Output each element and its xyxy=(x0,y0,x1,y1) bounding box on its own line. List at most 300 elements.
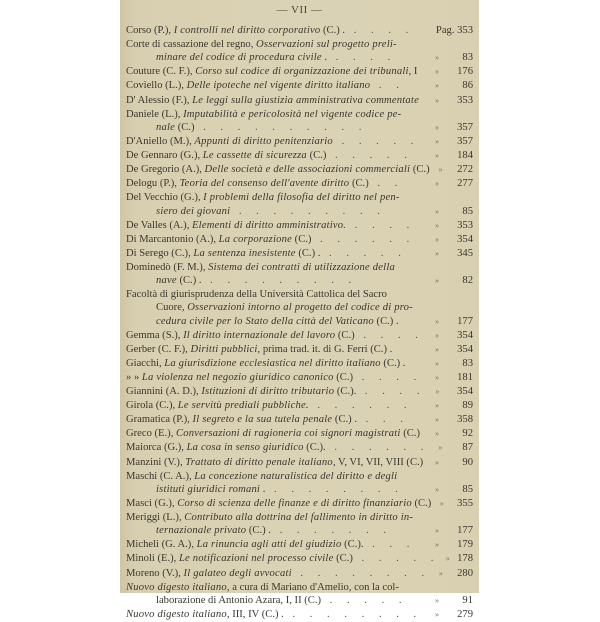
entry-author: Maschi (C. A.), xyxy=(126,470,195,482)
entry-title: nale xyxy=(156,121,176,133)
book-page xyxy=(120,0,479,620)
entry-suffix: (C.) xyxy=(306,150,327,162)
page-number: 353 xyxy=(457,219,473,231)
entry-title: Il segreto e la sua tutela penale xyxy=(192,414,333,426)
page-number: 345 xyxy=(457,247,473,259)
entry-author: Di Marcantonio (A.), xyxy=(126,233,219,245)
entry-suffix: (C.). xyxy=(334,386,357,398)
page-number: 357 xyxy=(457,121,473,133)
entry-text xyxy=(126,94,425,107)
ditto-mark: » xyxy=(435,122,439,132)
entry-line xyxy=(126,301,425,314)
entry-suffix: (C.) . xyxy=(176,275,202,287)
entry-line xyxy=(126,456,425,469)
entry-line xyxy=(126,399,425,412)
entry-title: I problemi della filosofia del diritto nel pen- xyxy=(203,192,400,204)
index-entry xyxy=(126,343,473,356)
index-entry xyxy=(126,399,473,412)
page-number: 272 xyxy=(457,164,473,176)
entry-title: Imputabilità e pericolosità nel vigente codice pe- xyxy=(183,108,402,120)
entry-text xyxy=(126,371,425,384)
entry-suffix: (C.) . xyxy=(320,25,346,36)
entry-text xyxy=(126,135,425,148)
leader-dots: . . . . xyxy=(353,372,423,383)
leader-dots: . . . xyxy=(363,539,416,551)
index-entry xyxy=(126,261,473,287)
entry-author: Corso (P.), xyxy=(126,25,174,36)
entry-title: La violenza nel negozio giuridico canonico xyxy=(141,372,334,383)
entry-title: Nuovo digesto italiano xyxy=(126,608,227,620)
leader-dots: . . . . . . xyxy=(311,233,416,245)
entry-line xyxy=(126,594,425,607)
entry-text xyxy=(126,247,425,260)
entry-title: I controlli nel diritto corporativo xyxy=(173,25,321,36)
entry-suffix: (C.) xyxy=(400,428,420,440)
ditto-mark: » xyxy=(445,554,450,564)
entry-suffix: , III, IV (C.) . xyxy=(226,608,284,620)
entry-line xyxy=(126,261,425,274)
leader-dots: . . xyxy=(370,80,405,92)
index-entry xyxy=(126,149,473,162)
entry-title: Le leggi sulla giustizia amministrativa commentate xyxy=(192,94,419,106)
leader-dots: . . . . . xyxy=(332,135,420,147)
ditto-mark: » xyxy=(435,609,439,619)
ditto-mark: » xyxy=(435,595,439,605)
leader-dots: . . . . xyxy=(356,386,426,398)
index-entry xyxy=(126,608,473,621)
entry-author: Meriggi (L.), xyxy=(126,512,185,524)
entry-suffix: (C.) . xyxy=(295,247,321,259)
entry-line xyxy=(126,413,425,426)
entry-line xyxy=(126,219,425,232)
ditto-mark: » xyxy=(439,498,444,508)
ditto-mark: » xyxy=(435,373,439,382)
page-number: 277 xyxy=(457,178,473,190)
ditto-mark: » xyxy=(435,95,439,105)
index-entry xyxy=(126,329,473,342)
entry-text xyxy=(126,441,429,454)
page-number: 358 xyxy=(457,414,473,426)
entry-title: Le notificazioni nel processo civile xyxy=(178,553,334,565)
entry-suffix: (C.). xyxy=(341,539,364,551)
entry-suffix: (C.) xyxy=(333,553,353,565)
leader-dots: . . . . xyxy=(345,25,415,36)
ditto-mark: » xyxy=(435,330,439,340)
entry-text xyxy=(126,233,425,246)
ditto-mark: » xyxy=(435,248,439,258)
entry-title: Trattato di diritto penale italiano xyxy=(185,456,333,468)
ditto-mark: » xyxy=(435,151,439,161)
entry-author: Gerber (C. F.), xyxy=(126,343,191,355)
index-entry xyxy=(126,371,473,384)
entry-author: Couture (C. F.), xyxy=(126,66,196,78)
entry-text xyxy=(126,79,425,92)
entry-title: La sentenza inesistente xyxy=(193,247,296,259)
index-entry xyxy=(126,581,473,607)
entry-suffix: (C.) xyxy=(175,121,195,133)
entry-author: De Gregorio (A.), xyxy=(126,164,205,176)
entry-author: Minoli (E.), xyxy=(126,553,179,565)
page-number: 176 xyxy=(457,66,473,78)
entry-author: Delogu (P.), xyxy=(126,178,180,190)
page-number: 89 xyxy=(462,400,473,412)
entry-author: Girola (C.), xyxy=(126,400,178,412)
index-entry xyxy=(126,288,473,328)
entry-suffix: (C.) . xyxy=(246,525,271,537)
index-entry xyxy=(126,247,473,260)
entry-line xyxy=(126,581,425,594)
entry-author: Moreno (V.), xyxy=(126,567,184,579)
entry-line xyxy=(126,65,425,78)
leader-dots: . . . . . xyxy=(352,553,440,565)
ditto-mark: » xyxy=(435,206,439,216)
entry-author: laborazione di Antonio Azara, I, II (C.) xyxy=(156,594,322,606)
entry-text xyxy=(126,219,425,232)
ditto-mark: » xyxy=(435,276,439,286)
entry-title: Istituzioni di diritto tributario xyxy=(201,386,335,398)
page-number: 177 xyxy=(457,525,473,537)
ditto-mark: » xyxy=(435,401,439,411)
entry-suffix: (C.) . xyxy=(332,414,357,426)
entry-line xyxy=(126,191,425,204)
ditto-mark: » xyxy=(435,540,439,550)
ditto-mark: » xyxy=(435,234,439,244)
page-number: 179 xyxy=(457,539,473,551)
entry-author: De Valles (A.), xyxy=(126,219,192,231)
entry-title: siero dei giovani xyxy=(156,205,231,217)
entry-author: D' Alessio (F.), xyxy=(126,94,193,106)
entry-text xyxy=(126,261,425,287)
entry-line xyxy=(126,329,425,342)
entry-title: ternazionale privato xyxy=(156,525,247,537)
page-number: 85 xyxy=(462,483,473,495)
entry-text xyxy=(126,427,425,440)
index-entry xyxy=(126,135,473,148)
entry-author: Daniele (L.), xyxy=(126,108,184,120)
ditto-mark: » xyxy=(435,358,439,368)
ditto-mark: » xyxy=(438,443,443,453)
entry-author: Gramatica (P.), xyxy=(126,414,193,426)
entry-suffix: (C.) xyxy=(335,329,355,341)
entry-author: Del Vecchio (G.), xyxy=(126,192,204,204)
entry-text xyxy=(126,608,425,621)
entry-text xyxy=(126,385,425,398)
entry-text xyxy=(126,456,425,469)
entry-text xyxy=(126,288,425,328)
ditto-mark: » xyxy=(435,344,439,354)
entry-line xyxy=(126,205,425,218)
page-number: 353 xyxy=(457,94,473,106)
page-number: 83 xyxy=(462,357,473,369)
ditto-mark: » xyxy=(435,67,439,77)
index-entry xyxy=(126,94,473,107)
entry-title: Le cassette di sicurezza xyxy=(202,150,307,162)
entry-text xyxy=(126,24,425,37)
index-entry xyxy=(126,427,473,440)
entry-line xyxy=(126,427,425,440)
index-entry xyxy=(126,177,473,190)
page-number: 177 xyxy=(457,315,473,327)
entry-text xyxy=(126,581,425,607)
entry-author: Maiorca (G.), xyxy=(126,442,187,454)
leader-dots: . . . . . . . . xyxy=(265,483,404,495)
entry-author: D'Aniello (M.), xyxy=(126,135,195,147)
entry-suffix: , I xyxy=(408,66,418,78)
entry-line xyxy=(126,247,425,260)
entry-text xyxy=(126,177,425,190)
entry-author: Greco (E.), xyxy=(126,428,176,440)
entry-title: Conversazioni di ragioneria coi signori magistrati xyxy=(176,428,401,440)
entry-suffix: (C.) xyxy=(411,497,432,509)
entry-suffix: . xyxy=(321,52,328,64)
entry-title: Delle ipoteche nel vigente diritto italiano xyxy=(186,80,371,92)
entry-author: Masci (G.), xyxy=(126,497,178,509)
page-number: 354 xyxy=(457,343,473,355)
entry-text xyxy=(126,567,430,580)
entry-author: Manzini (V.), xyxy=(126,456,186,468)
page-number: 354 xyxy=(457,329,473,341)
entry-title: Nuovo digesto italiano xyxy=(126,581,227,593)
index-entry xyxy=(126,413,473,426)
index-entry xyxy=(126,456,473,469)
index-entry xyxy=(126,441,473,454)
entry-line xyxy=(126,538,425,551)
entry-line xyxy=(126,163,430,176)
entry-text xyxy=(126,329,425,342)
leader-dots: . . . . . . . . . . xyxy=(194,121,368,133)
page-number: 92 xyxy=(462,428,473,440)
entry-author: Dominedò (F. M.), xyxy=(126,261,209,273)
entry-line xyxy=(126,121,425,134)
entry-suffix: (C.) . xyxy=(373,315,399,327)
entry-line xyxy=(126,315,425,328)
entry-title: Elementi di diritto amministrativo. xyxy=(192,219,347,231)
entry-line xyxy=(126,94,425,107)
entry-title: minare del codice di procedura civile xyxy=(156,52,322,64)
page-number: 355 xyxy=(457,497,473,509)
entry-line xyxy=(126,149,425,162)
ditto-mark: » xyxy=(435,53,439,63)
leader-dots: . . . . . . xyxy=(308,400,413,412)
index-entry xyxy=(126,470,473,496)
index-entry xyxy=(126,511,473,537)
index-entry xyxy=(126,385,473,398)
index-entry xyxy=(126,552,473,565)
entry-text xyxy=(126,343,425,356)
ditto-mark: » xyxy=(435,316,439,326)
entry-line xyxy=(126,385,425,398)
entry-text xyxy=(126,65,425,78)
leader-dots: . . . . . . xyxy=(325,442,430,454)
entry-line xyxy=(126,524,425,537)
index-entry xyxy=(126,191,473,217)
entry-author: Corte di cassazione del regno, xyxy=(126,39,257,51)
leader-dots: . . . . . xyxy=(320,247,407,259)
leader-dots: . . . . xyxy=(354,329,424,341)
page-number: 90 xyxy=(462,456,473,468)
leader-dots: . . . . . . . xyxy=(270,525,393,537)
entry-title: La corporazione xyxy=(218,233,293,245)
ditto-mark: » xyxy=(435,484,439,494)
entry-title: nave xyxy=(156,275,177,287)
index-entry xyxy=(126,538,473,551)
entry-line xyxy=(126,552,439,565)
leader-dots: . . . . . xyxy=(326,150,413,162)
ditto-mark: » xyxy=(435,429,439,439)
entry-line xyxy=(126,441,429,454)
entry-author: Di Serego (C.), xyxy=(126,247,194,259)
entry-line xyxy=(126,497,431,510)
ditto-mark: » xyxy=(435,526,439,536)
entry-author: Micheli (G. A.), xyxy=(126,539,197,551)
entry-title: La giurisdizione ecclesiastica nel diritto italiano xyxy=(164,357,381,369)
ditto-mark: » xyxy=(435,457,439,467)
ditto-mark: » xyxy=(435,220,439,230)
entry-title: Il galateo degli avvocati xyxy=(183,567,292,579)
leader-dots: . . . . xyxy=(346,219,416,231)
index-entry xyxy=(126,219,473,232)
ditto-mark: » xyxy=(438,165,443,175)
entry-suffix: (C.) xyxy=(349,178,369,190)
leader-dots: . . . . . . . . xyxy=(291,567,431,579)
entry-suffix: (C.) xyxy=(292,233,312,245)
page-number: 279 xyxy=(457,608,473,620)
entry-text xyxy=(126,413,425,426)
entry-text xyxy=(126,538,425,551)
entry-author: De Gennaro (G.), xyxy=(126,150,203,162)
entry-suffix: (C.) . xyxy=(380,357,406,369)
entry-text xyxy=(126,399,425,412)
entry-title: cedura civile per lo Stato della città del Vaticano xyxy=(156,315,374,327)
page-number: 178 xyxy=(457,553,473,565)
entry-text xyxy=(126,357,425,370)
entry-suffix: (C.) xyxy=(410,164,430,176)
entry-author: Giannini (A. D.), xyxy=(126,386,202,398)
entry-title: Teoria del consenso dell'avente diritto xyxy=(179,178,350,190)
page-number: 184 xyxy=(457,150,473,162)
leader-dots: . . . xyxy=(356,414,409,426)
ditto-mark: » xyxy=(435,81,439,91)
page-number: 91 xyxy=(462,594,473,606)
leader-dots: . . . . . . . . xyxy=(283,608,423,620)
page-number: 354 xyxy=(457,233,473,245)
entry-suffix: (C.) xyxy=(333,372,354,383)
entry-line xyxy=(126,608,425,621)
entry-text xyxy=(126,38,425,64)
entry-line xyxy=(126,51,425,64)
page-number: 357 xyxy=(457,135,473,147)
entry-title: Delle società e delle associazioni commerciali xyxy=(204,164,411,176)
entry-title: Osservazioni sul progetto preli- xyxy=(256,39,397,51)
entry-title: Corso di scienza delle finanze e di diritto finanziario xyxy=(177,497,412,509)
ditto-mark: » xyxy=(435,136,439,146)
entry-line xyxy=(126,38,425,51)
page-number: 354 xyxy=(457,386,473,398)
entry-line xyxy=(126,483,425,496)
page-header: — VII — xyxy=(276,4,323,16)
page-number: 82 xyxy=(462,275,473,287)
leader-dots: . . . . . . . . . xyxy=(201,275,358,287)
page-number: 85 xyxy=(462,205,473,217)
entry-author: Giacchi, xyxy=(126,357,165,369)
entry-title: Il diritto internazionale del lavoro xyxy=(183,329,336,341)
index-entry xyxy=(126,567,473,580)
entry-line xyxy=(126,371,425,384)
entry-title: Osservazioni intorno al progetto del codice di pro- xyxy=(187,302,413,314)
entry-author: Coviello (L.), xyxy=(126,80,187,92)
ditto-mark: » xyxy=(435,387,440,397)
entry-author: Cuore, xyxy=(156,302,188,314)
entry-text xyxy=(126,552,439,565)
entry-line xyxy=(126,233,425,246)
entry-suffix: , prima trad. it. di G. Ferri (C.) . xyxy=(257,343,393,355)
entry-line xyxy=(126,177,425,190)
page-number: 280 xyxy=(457,567,473,579)
page-number: 87 xyxy=(462,442,473,454)
index-entry xyxy=(126,38,473,64)
entry-title: istituti giuridici romani xyxy=(156,483,261,495)
entry-line xyxy=(126,24,425,37)
entry-author: Facoltà di giurisprudenza della Università Cattolica del Sacro xyxy=(126,289,387,301)
entry-text xyxy=(126,191,425,217)
entry-line xyxy=(126,135,425,148)
entry-suffix: . xyxy=(260,483,266,495)
entry-title: Contributo alla dottrina del fallimento in diritto in- xyxy=(184,512,414,524)
index-entry xyxy=(126,108,473,134)
index-entry xyxy=(126,65,473,78)
entry-text xyxy=(126,149,425,162)
index-entry xyxy=(126,357,473,370)
entry-title: La concezione naturalistica del diritto e degli xyxy=(194,470,398,482)
ditto-mark: » xyxy=(435,179,439,189)
entry-line xyxy=(126,511,425,524)
entry-suffix: (C.). xyxy=(303,442,326,454)
entry-text xyxy=(126,497,431,510)
entry-line xyxy=(126,567,430,580)
entry-text xyxy=(126,470,425,496)
ditto-mark: » xyxy=(435,415,439,425)
page-number: 181 xyxy=(457,372,473,383)
entry-line xyxy=(126,343,425,356)
entry-title: Diritti pubblici xyxy=(190,343,258,355)
entry-title: Appunti di diritto penitenziario xyxy=(194,135,333,147)
entry-title: Sistema dei contratti di utilizzazione della xyxy=(208,261,395,273)
page-number: 83 xyxy=(462,52,473,64)
leader-dots: . . . . . xyxy=(321,594,408,606)
leader-dots: . . . . xyxy=(327,52,397,64)
index-entry xyxy=(126,79,473,92)
index-entry xyxy=(126,163,473,176)
ditto-mark: » xyxy=(438,568,443,578)
entry-line xyxy=(126,79,425,92)
entry-line xyxy=(126,470,425,483)
entry-suffix: , V, VI, VII, VIII (C.) xyxy=(332,456,424,468)
entry-line xyxy=(126,108,425,121)
entry-text xyxy=(126,511,425,537)
entry-line xyxy=(126,357,425,370)
entry-text xyxy=(126,108,425,134)
entry-title: La rinuncia agli atti del giudizio xyxy=(196,539,342,551)
entry-title: La cosa in senso giuridico xyxy=(186,442,304,454)
entry-suffix: , a cura di Mariano d'Amelio, con la col- xyxy=(226,581,399,593)
entry-author: » » xyxy=(126,372,142,383)
entry-line xyxy=(126,274,425,287)
index-entry xyxy=(126,24,473,37)
leader-dots: . . . . . . . . . xyxy=(230,205,386,217)
entry-title: Corso sul codice di organizzazione dei tribunali xyxy=(195,66,409,78)
index-entry xyxy=(126,233,473,246)
index-entry xyxy=(126,497,473,510)
